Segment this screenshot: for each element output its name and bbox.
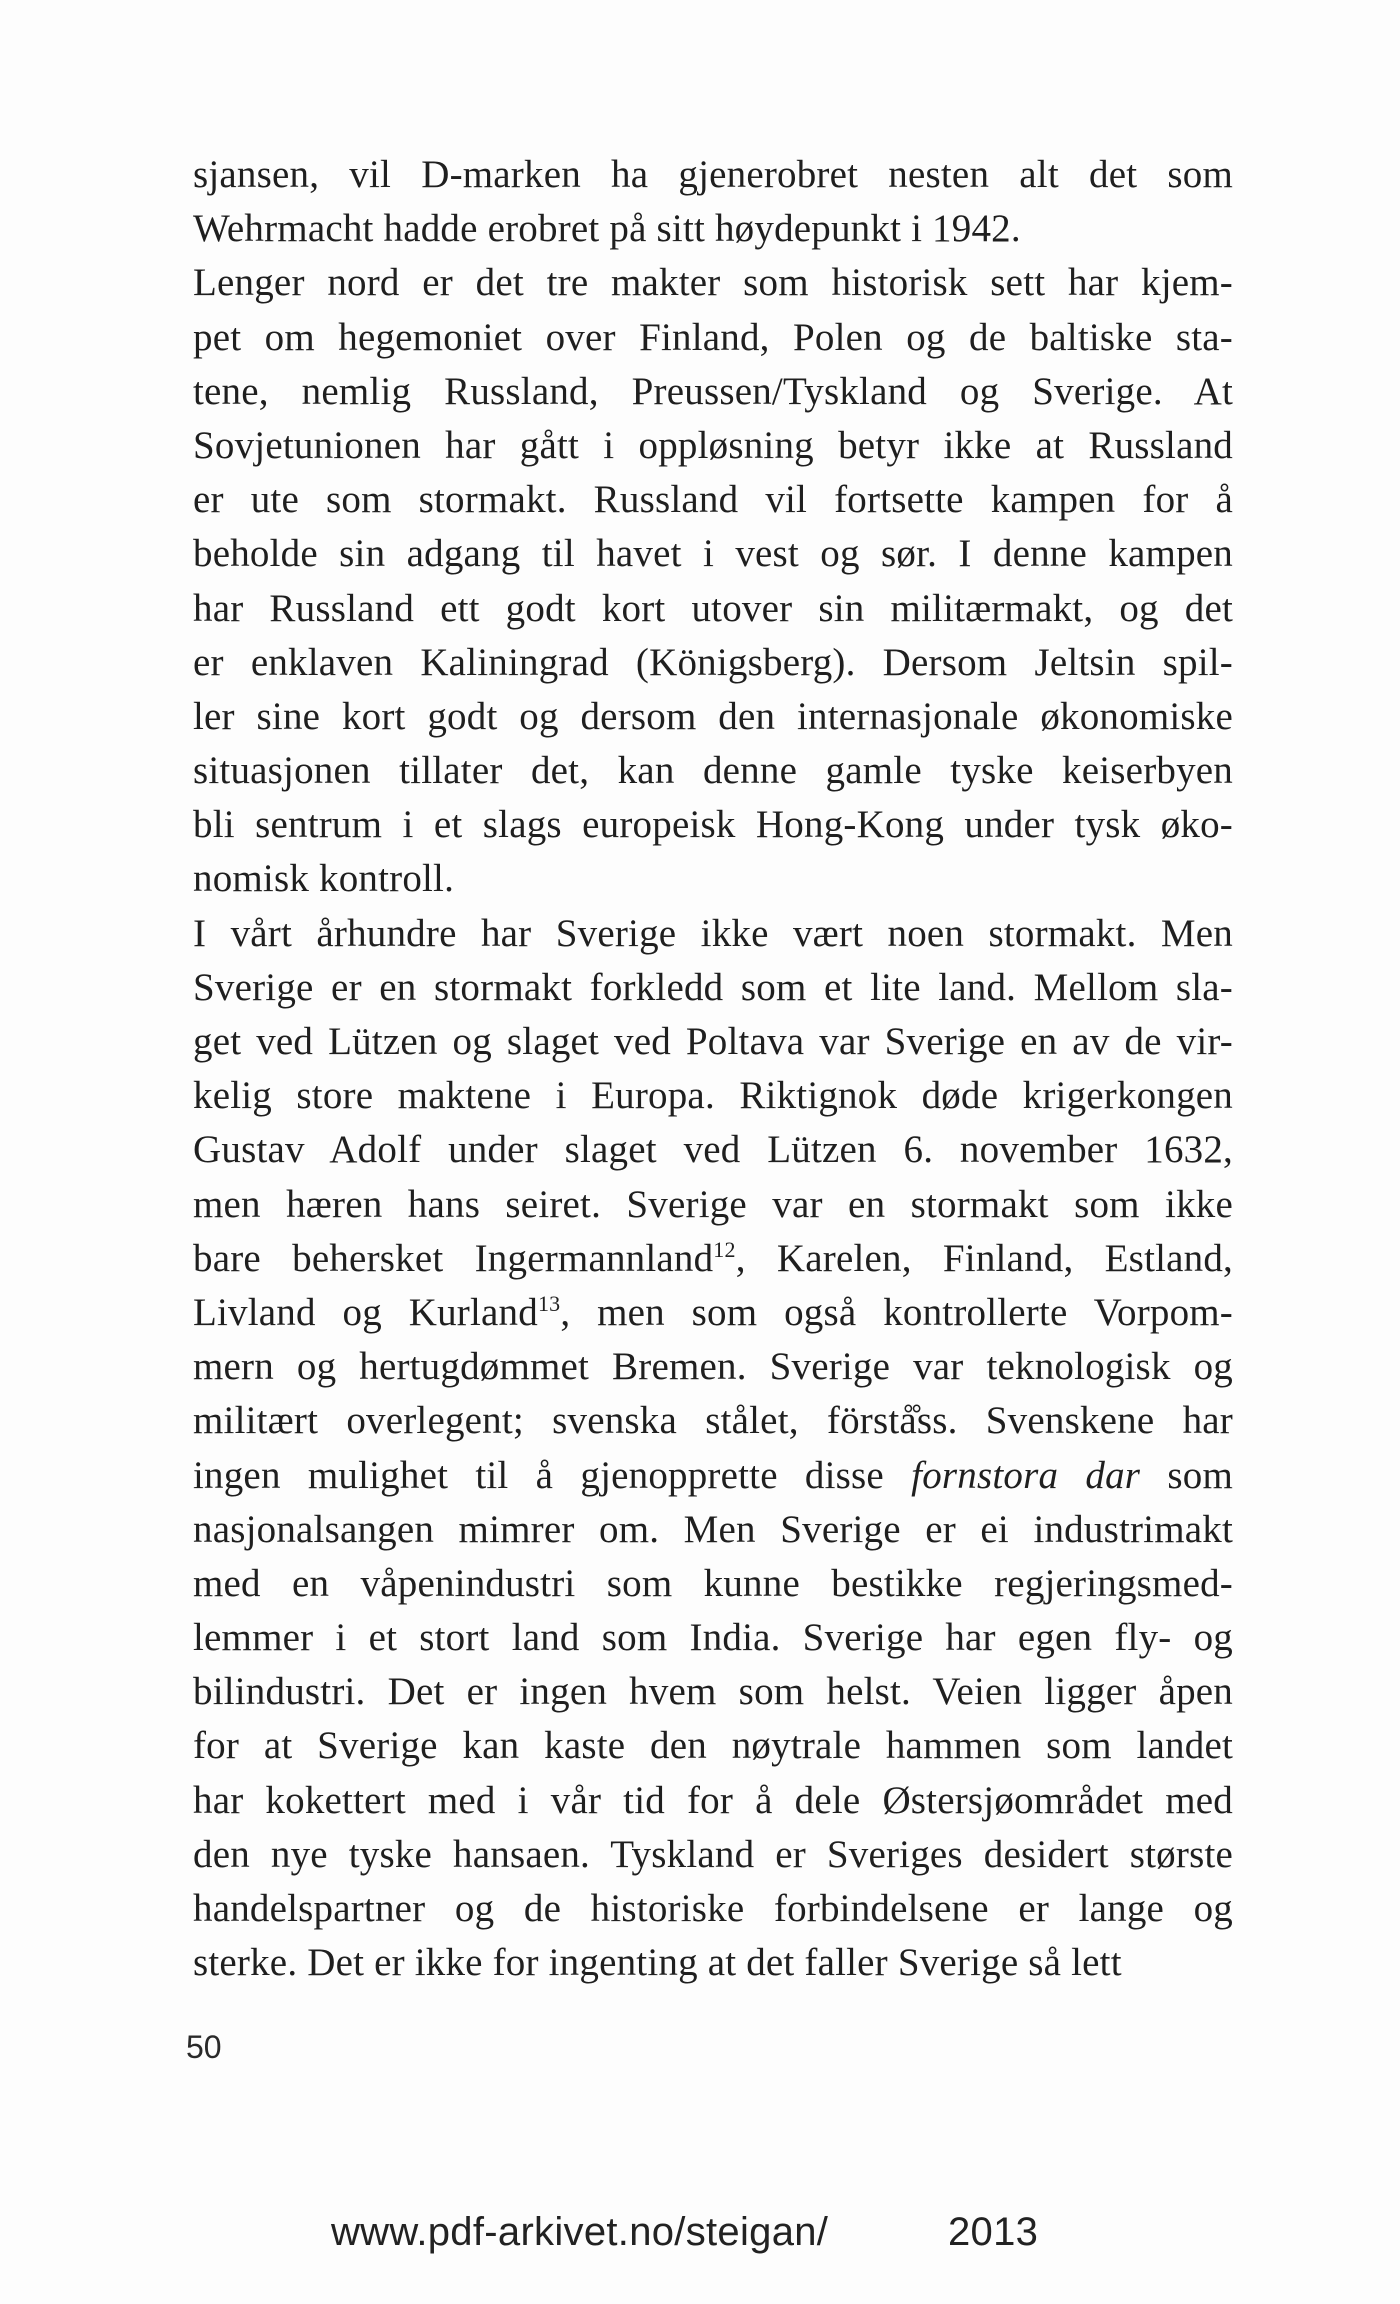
text-line [193, 1178, 1233, 1232]
text-line [193, 1774, 1233, 1828]
text-segment: for at Sverige kan kaste den nøytrale hammen som landet [193, 1724, 1233, 1768]
text-line [193, 419, 1233, 473]
footer-year: 2013 [948, 2210, 1039, 2254]
text-line [193, 473, 1233, 527]
text-segment: kelig store maktene i Europa. Riktignok døde krigerkongen [193, 1074, 1233, 1118]
text-line [193, 636, 1233, 690]
text-segment: bli sentrum i et slags europeisk Hong-Kong under tysk øko- [193, 803, 1233, 847]
text-line [193, 1394, 1233, 1448]
text-segment: sterke. Det er ikke for ingenting at det faller Sverige så lett [193, 1941, 1122, 1985]
text-segment: som [1140, 1453, 1233, 1497]
text-segment: Sverige er en stormakt forkledd som et lite land. Mellom sla- [193, 965, 1233, 1009]
text-segment: Livland og Kurland [193, 1290, 538, 1334]
text-line [193, 1611, 1233, 1665]
text-line [193, 256, 1233, 310]
text-line [193, 202, 1233, 256]
text-segment: bare behersket Ingermannland [193, 1236, 714, 1280]
text-line [193, 311, 1233, 365]
text-line [193, 1719, 1233, 1773]
text-segment: get ved Lützen og slaget ved Poltava var Sverige en av de vir- [193, 1020, 1233, 1063]
text-line [193, 1503, 1233, 1557]
text-segment: pet om hegemoniet over Finland, Polen og de baltiske sta- [193, 315, 1233, 359]
footer-url[interactable]: www.pdf-arkivet.no/steigan/ [331, 2210, 829, 2254]
text-line [193, 1449, 1233, 1503]
text-line [193, 1286, 1233, 1340]
text-segment: nomisk kontroll. [193, 857, 455, 901]
text-line [193, 907, 1233, 961]
text-segment: Gustav Adolf under slaget ved Lützen 6. november 1632, [193, 1128, 1233, 1172]
text-segment: lemmer i et stort land som India. Sverige har egen fly- og [193, 1616, 1233, 1660]
body-text [193, 148, 1233, 1990]
text-line [193, 852, 1233, 906]
text-segment: Wehrmacht hadde erobret på sitt høydepunkt i 1942. [193, 207, 1021, 251]
text-line [193, 1340, 1233, 1394]
text-line [193, 744, 1233, 798]
text-segment: har Russland ett godt kort utover sin militærmakt, og det [193, 586, 1233, 630]
text-line [193, 582, 1233, 636]
text-segment: ler sine kort godt og dersom den internasjonale økonomiske [193, 694, 1233, 738]
text-line [193, 1069, 1233, 1123]
text-line [193, 1557, 1233, 1611]
text-segment: den nye tyske hansaen. Tyskland er Sveriges desidert største [193, 1832, 1233, 1876]
text-segment: Sovjetunionen har gått i oppløsning betyr ikke at Russland [193, 423, 1233, 467]
footnote-ref: 12 [713, 1236, 736, 1262]
text-line [193, 961, 1233, 1015]
text-line [193, 1665, 1233, 1719]
text-line [193, 1015, 1233, 1069]
page-number: 50 [186, 2029, 222, 2065]
text-segment: , Karelen, Finland, Estland, [735, 1236, 1233, 1280]
text-segment: handelspartner og de historiske forbindelsene er lange og [193, 1887, 1233, 1930]
text-segment: I vårt århundre har Sverige ikke vært noen stormakt. Men [193, 911, 1233, 955]
text-segment: med en våpenindustri som kunne bestikke regjeringsmed- [193, 1561, 1233, 1605]
text-segment: militært overlegent; svenska stålet, förstå̊ss. Svenskene har [193, 1399, 1233, 1443]
text-line [193, 1882, 1233, 1936]
text-line [193, 798, 1233, 852]
text-segment: bilindustri. Det er ingen hvem som helst. Veien ligger åpen [193, 1670, 1233, 1714]
text-segment: tene, nemlig Russland, Preussen/Tyskland og Sverige. At [193, 369, 1233, 413]
text-segment: beholde sin adgang til havet i vest og sør. I denne kampen [193, 532, 1233, 576]
text-segment: nasjonalsangen mimrer om. Men Sverige er ei industrimakt [193, 1507, 1233, 1551]
text-line [193, 527, 1233, 581]
text-line [193, 1123, 1233, 1177]
text-line [193, 365, 1233, 419]
text-line [193, 1936, 1233, 1990]
footnote-ref: 13 [537, 1290, 561, 1316]
text-segment: mern og hertugdømmet Bremen. Sverige var teknologisk og [193, 1345, 1233, 1389]
text-segment: har kokettert med i vår tid for å dele Østersjøområdet med [193, 1778, 1233, 1822]
text-segment: er ute som stormakt. Russland vil fortsette kampen for å [193, 478, 1233, 522]
text-segment: sjansen, vil D-marken ha gjenerobret nesten alt det som [193, 153, 1233, 196]
text-line [193, 148, 1233, 202]
text-segment: men hæren hans seiret. Sverige var en stormakt som ikke [193, 1182, 1233, 1226]
text-segment: , men som også kontrollerte Vorpom- [560, 1290, 1233, 1334]
text-line [193, 1828, 1233, 1882]
text-segment: situasjonen tillater det, kan denne gamle tyske keiserbyen [193, 749, 1233, 793]
italic-phrase: fornstora dar [911, 1453, 1141, 1497]
text-segment: er enklaven Kaliningrad (Königsberg). Dersom Jeltsin spil- [193, 640, 1233, 684]
text-segment: ingen mulighet til å gjenopprette disse [193, 1453, 912, 1497]
text-segment: Lenger nord er det tre makter som historisk sett har kjem- [193, 261, 1233, 305]
text-line [193, 690, 1233, 744]
text-line [193, 1232, 1233, 1286]
